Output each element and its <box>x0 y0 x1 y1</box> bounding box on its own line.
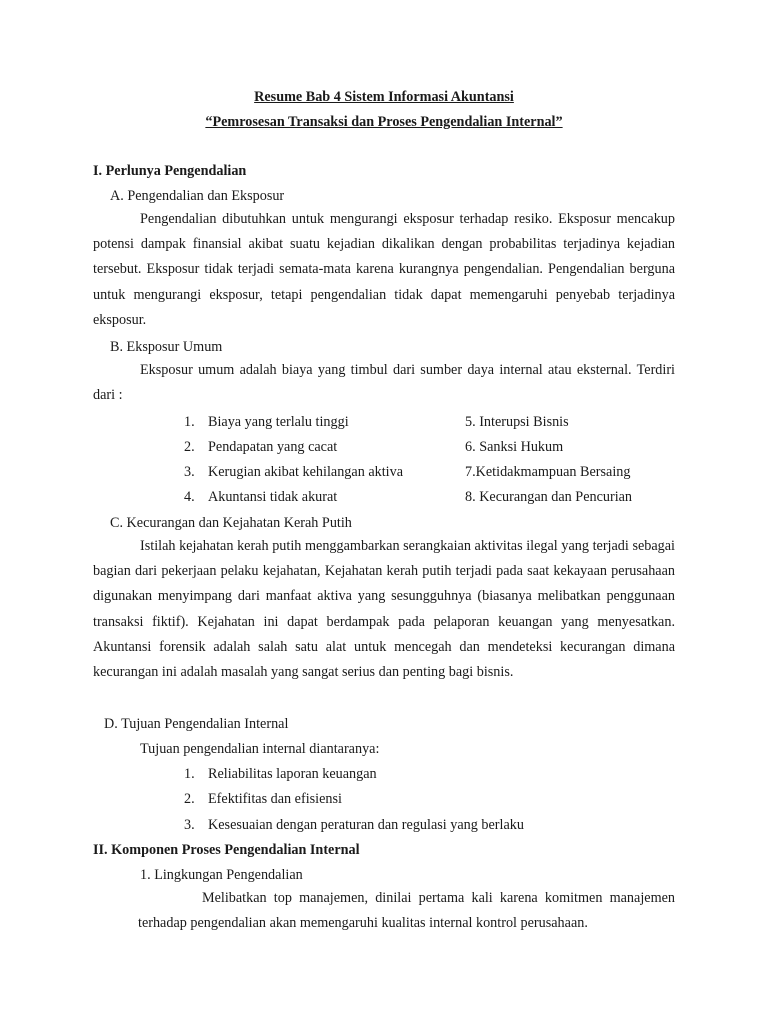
subsection-a-paragraph: Pengendalian dibutuhkan untuk mengurangi eksposur terhadap resiko. Eksposur mencakup potensi dampak finansial akibat suatu kejadian dikalikan dengan probabilitas terjadinya kejadian tersebut. Eksposur tidak terjadi semata-mata karena kurangnya pengendalian. Pengendalian berguna untuk mengurangi eksposur, tetapi pengendalian tidak dapat memengaruhi penyebab terjadinya eksposur. <box>93 211 675 328</box>
document-subtitle: “Pemrosesan Transaksi dan Proses Pengendalian Internal” <box>205 114 563 130</box>
list-item: 5. Interupsi Bisnis <box>465 414 569 430</box>
list-item: Akuntansi tidak akurat <box>208 489 338 505</box>
list-item: Kesesuaian dengan peraturan dan regulasi yang berlaku <box>208 817 524 833</box>
list-item: Pendapatan yang cacat <box>208 439 338 455</box>
list-item-number: 2. <box>184 791 195 807</box>
list-item: Efektifitas dan efisiensi <box>208 791 342 807</box>
list-item-number: 1. <box>184 766 195 782</box>
subsection-b-paragraph: Eksposur umum adalah biaya yang timbul dari sumber daya internal atau eksternal. Terdiri dari : <box>93 362 675 404</box>
list-item: 8. Kecurangan dan Pencurian <box>465 489 633 505</box>
document-title: Resume Bab 4 Sistem Informasi Akuntansi <box>254 89 514 105</box>
section-1-heading: I. Perlunya Pengendalian <box>93 163 247 179</box>
list-item: Biaya yang terlalu tinggi <box>208 414 349 430</box>
subsection-c-paragraph: Istilah kejahatan kerah putih menggambarkan serangkaian aktivitas ilegal yang terjadi sebagai bagian dari pekerjaan pelaku kejahatan, Kejahatan kerah putih terjadi pada saat kekayaan perusahaan digunakan menyimpang dari manfaat aktiva yang sesungguhnya (biasanya melibatkan penggunaan transaksi fiktif). Kejahatan ini dapat berdampak pada pelaporan keuangan yang menyesatkan. Akuntansi forensik adalah salah satu alat untuk mencegah dan mendeteksi kecurangan dimana kecurangan ini adalah masalah yang sangat serius dan penting bagi bisnis. <box>93 538 675 681</box>
subsection-d-heading: D. Tujuan Pengendalian Internal <box>104 716 289 732</box>
list-item: Reliabilitas laporan keuangan <box>208 766 377 782</box>
subsection-b-heading: B. Eksposur Umum <box>110 339 223 355</box>
subsection-c-heading: C. Kecurangan dan Kejahatan Kerah Putih <box>110 515 352 531</box>
section-2-heading: II. Komponen Proses Pengendalian Internal <box>93 842 360 858</box>
subsection-1-heading: 1. Lingkungan Pengendalian <box>140 867 303 883</box>
subsection-1-paragraph: Melibatkan top manajemen, dinilai pertama kali karena komitmen manajemen terhadap pengendalian akan memengaruhi kualitas internal kontrol perusahaan. <box>138 890 675 932</box>
list-item-number: 3. <box>184 464 195 480</box>
subsection-a-heading: A. Pengendalian dan Eksposur <box>110 188 285 204</box>
list-item-number: 3. <box>184 817 195 833</box>
list-item: 6. Sanksi Hukum <box>465 439 564 455</box>
list-item-number: 2. <box>184 439 195 455</box>
list-item-number: 1. <box>184 414 195 430</box>
list-item: Kerugian akibat kehilangan aktiva <box>208 464 404 480</box>
list-item-number: 4. <box>184 489 195 505</box>
subsection-d-intro: Tujuan pengendalian internal diantaranya: <box>140 741 380 757</box>
list-item: 7.Ketidakmampuan Bersaing <box>465 464 631 480</box>
